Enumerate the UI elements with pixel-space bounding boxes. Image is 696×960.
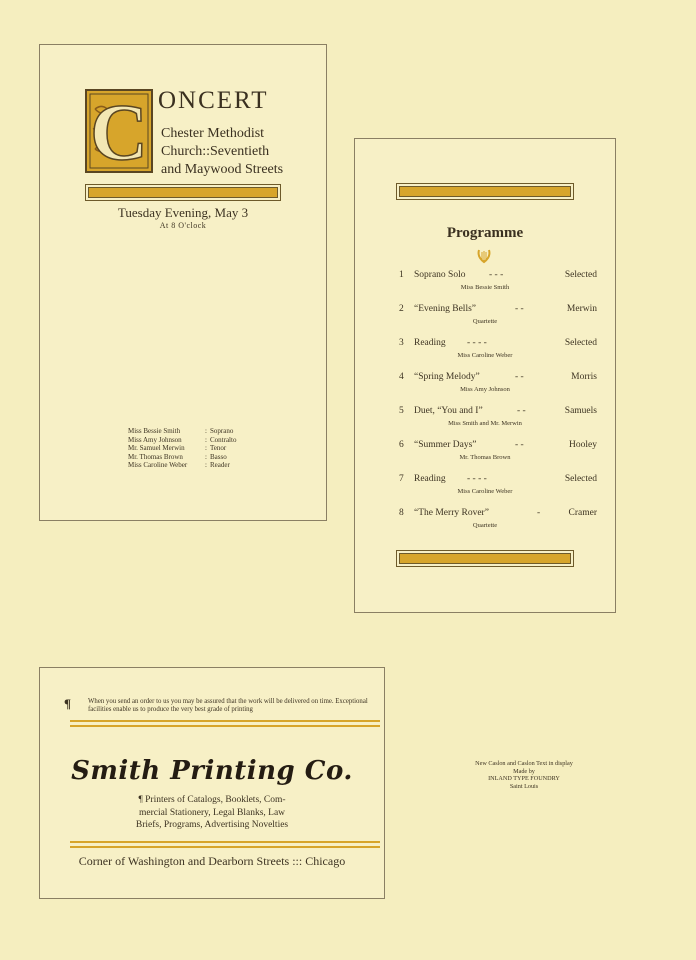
initial-letter: C (90, 89, 148, 173)
church-address (161, 125, 283, 179)
item-performer: Quartette (472, 522, 498, 529)
services-list (40, 794, 384, 832)
item-composer: Cramer (568, 508, 597, 518)
concert-card (39, 44, 327, 521)
pilcrow-ornament: ¶ (64, 696, 72, 711)
cast-row (128, 461, 236, 470)
gold-divider (88, 187, 278, 198)
gold-divider (399, 553, 571, 564)
cast-name: Miss Caroline Weber (128, 461, 188, 470)
item-performer: Mr. Thomas Brown (459, 454, 511, 461)
cast-role: Tenor (210, 444, 227, 453)
credit-line: INLAND TYPE FOUNDRY (488, 775, 560, 783)
cast-name: Mr. Samuel Merwin (128, 444, 185, 453)
item-performer: Miss Smith and Mr. Merwin (448, 420, 522, 427)
cast-role: Reader (210, 461, 230, 470)
item-leader: - - - (489, 270, 504, 280)
concert-date: Tuesday Evening, May 3 (117, 205, 249, 220)
company-name: Smith Printing Co. (71, 756, 353, 786)
lyre-ornament-icon (476, 248, 492, 264)
item-number: 7 (399, 474, 404, 484)
ornamental-initial-c-icon (85, 89, 153, 173)
item-composer: Hooley (569, 440, 597, 450)
services-line: Briefs, Programs, Advertising Novelties (135, 820, 289, 830)
cast-name: Miss Bessie Smith (128, 427, 181, 435)
cast-row (128, 436, 236, 445)
cast-separator: : (205, 435, 207, 444)
foundry-credit (446, 760, 602, 790)
item-title: Reading (414, 474, 446, 484)
item-title: “Spring Melody” (414, 372, 480, 382)
programme-card (354, 138, 616, 613)
item-leader: - - - - (467, 338, 487, 348)
item-number: 5 (399, 406, 404, 416)
cast-separator: : (205, 427, 207, 435)
church-line: Chester Methodist (161, 126, 265, 141)
cast-row (128, 453, 236, 462)
item-title: “Evening Bells” (414, 304, 476, 314)
cast-separator: : (205, 444, 207, 453)
item-performer: Miss Amy Johnson (460, 386, 510, 393)
item-leader: - - (515, 440, 524, 450)
concert-title: ONCERT (158, 87, 269, 114)
cast-row (128, 427, 236, 436)
cast-row (128, 444, 236, 453)
cast-name: Mr. Thomas Brown (128, 452, 183, 461)
double-rule (70, 720, 380, 727)
credit-line: Saint Louis (509, 782, 539, 790)
gold-divider (399, 186, 571, 197)
credit-line: Made by (513, 767, 535, 775)
item-composer: Samuels (564, 406, 597, 416)
item-title: Duet, “You and I” (414, 406, 483, 416)
item-composer: Selected (564, 338, 597, 348)
cast-list (128, 427, 236, 470)
item-leader: - - (515, 372, 524, 382)
cast-role: Contralto (210, 435, 237, 444)
item-composer: Selected (564, 474, 597, 484)
item-title: “Summer Days” (414, 440, 477, 450)
concert-time: At 8 O'clock (159, 221, 207, 230)
item-number: 2 (399, 304, 404, 314)
double-rule (70, 841, 380, 848)
church-line: and Maywood Streets (161, 162, 284, 177)
item-title: Reading (414, 338, 446, 348)
item-performer: Miss Caroline Weber (457, 352, 513, 359)
item-title: Soprano Solo (414, 270, 466, 280)
item-number: 3 (399, 338, 404, 348)
item-number: 8 (399, 508, 404, 518)
item-composer: Morris (571, 372, 597, 382)
programme-title: Programme (446, 225, 524, 241)
item-composer: Selected (564, 270, 597, 280)
item-performer: Quartette (472, 318, 498, 325)
item-leader: - - (517, 406, 526, 416)
item-number: 4 (399, 372, 404, 382)
item-number: 1 (399, 270, 404, 280)
cast-name: Miss Amy Johnson (128, 435, 182, 444)
item-performer: Miss Caroline Weber (457, 488, 513, 495)
credit-line: New Caslon and Caslon Text in display (475, 760, 573, 767)
item-composer: Merwin (566, 304, 597, 314)
item-leader: - (537, 508, 541, 518)
ad-intro: When you send an order to us you may be assured that the work will be delivered on time. Exceptional facilities enable us to produce the very best grade of printing (88, 698, 368, 713)
item-number: 6 (399, 440, 404, 450)
cast-role: Soprano (210, 427, 234, 435)
item-title: “The Merry Rover” (414, 508, 489, 518)
cast-role: Basso (210, 452, 227, 461)
item-leader: - - - - (467, 474, 487, 484)
services-line: mercial Stationery, Legal Blanks, Law (138, 807, 286, 818)
services-line: ¶ Printers of Catalogs, Booklets, Com- (138, 795, 286, 805)
company-address: Corner of Washington and Dearborn Streets ::: Chicago (78, 854, 346, 868)
cast-separator: : (205, 461, 207, 470)
church-line: Church::Seventieth (161, 144, 270, 159)
item-leader: - - (515, 304, 524, 314)
cast-separator: : (205, 452, 207, 461)
item-performer: Miss Bessie Smith (460, 284, 510, 291)
printing-ad-card (39, 667, 385, 899)
